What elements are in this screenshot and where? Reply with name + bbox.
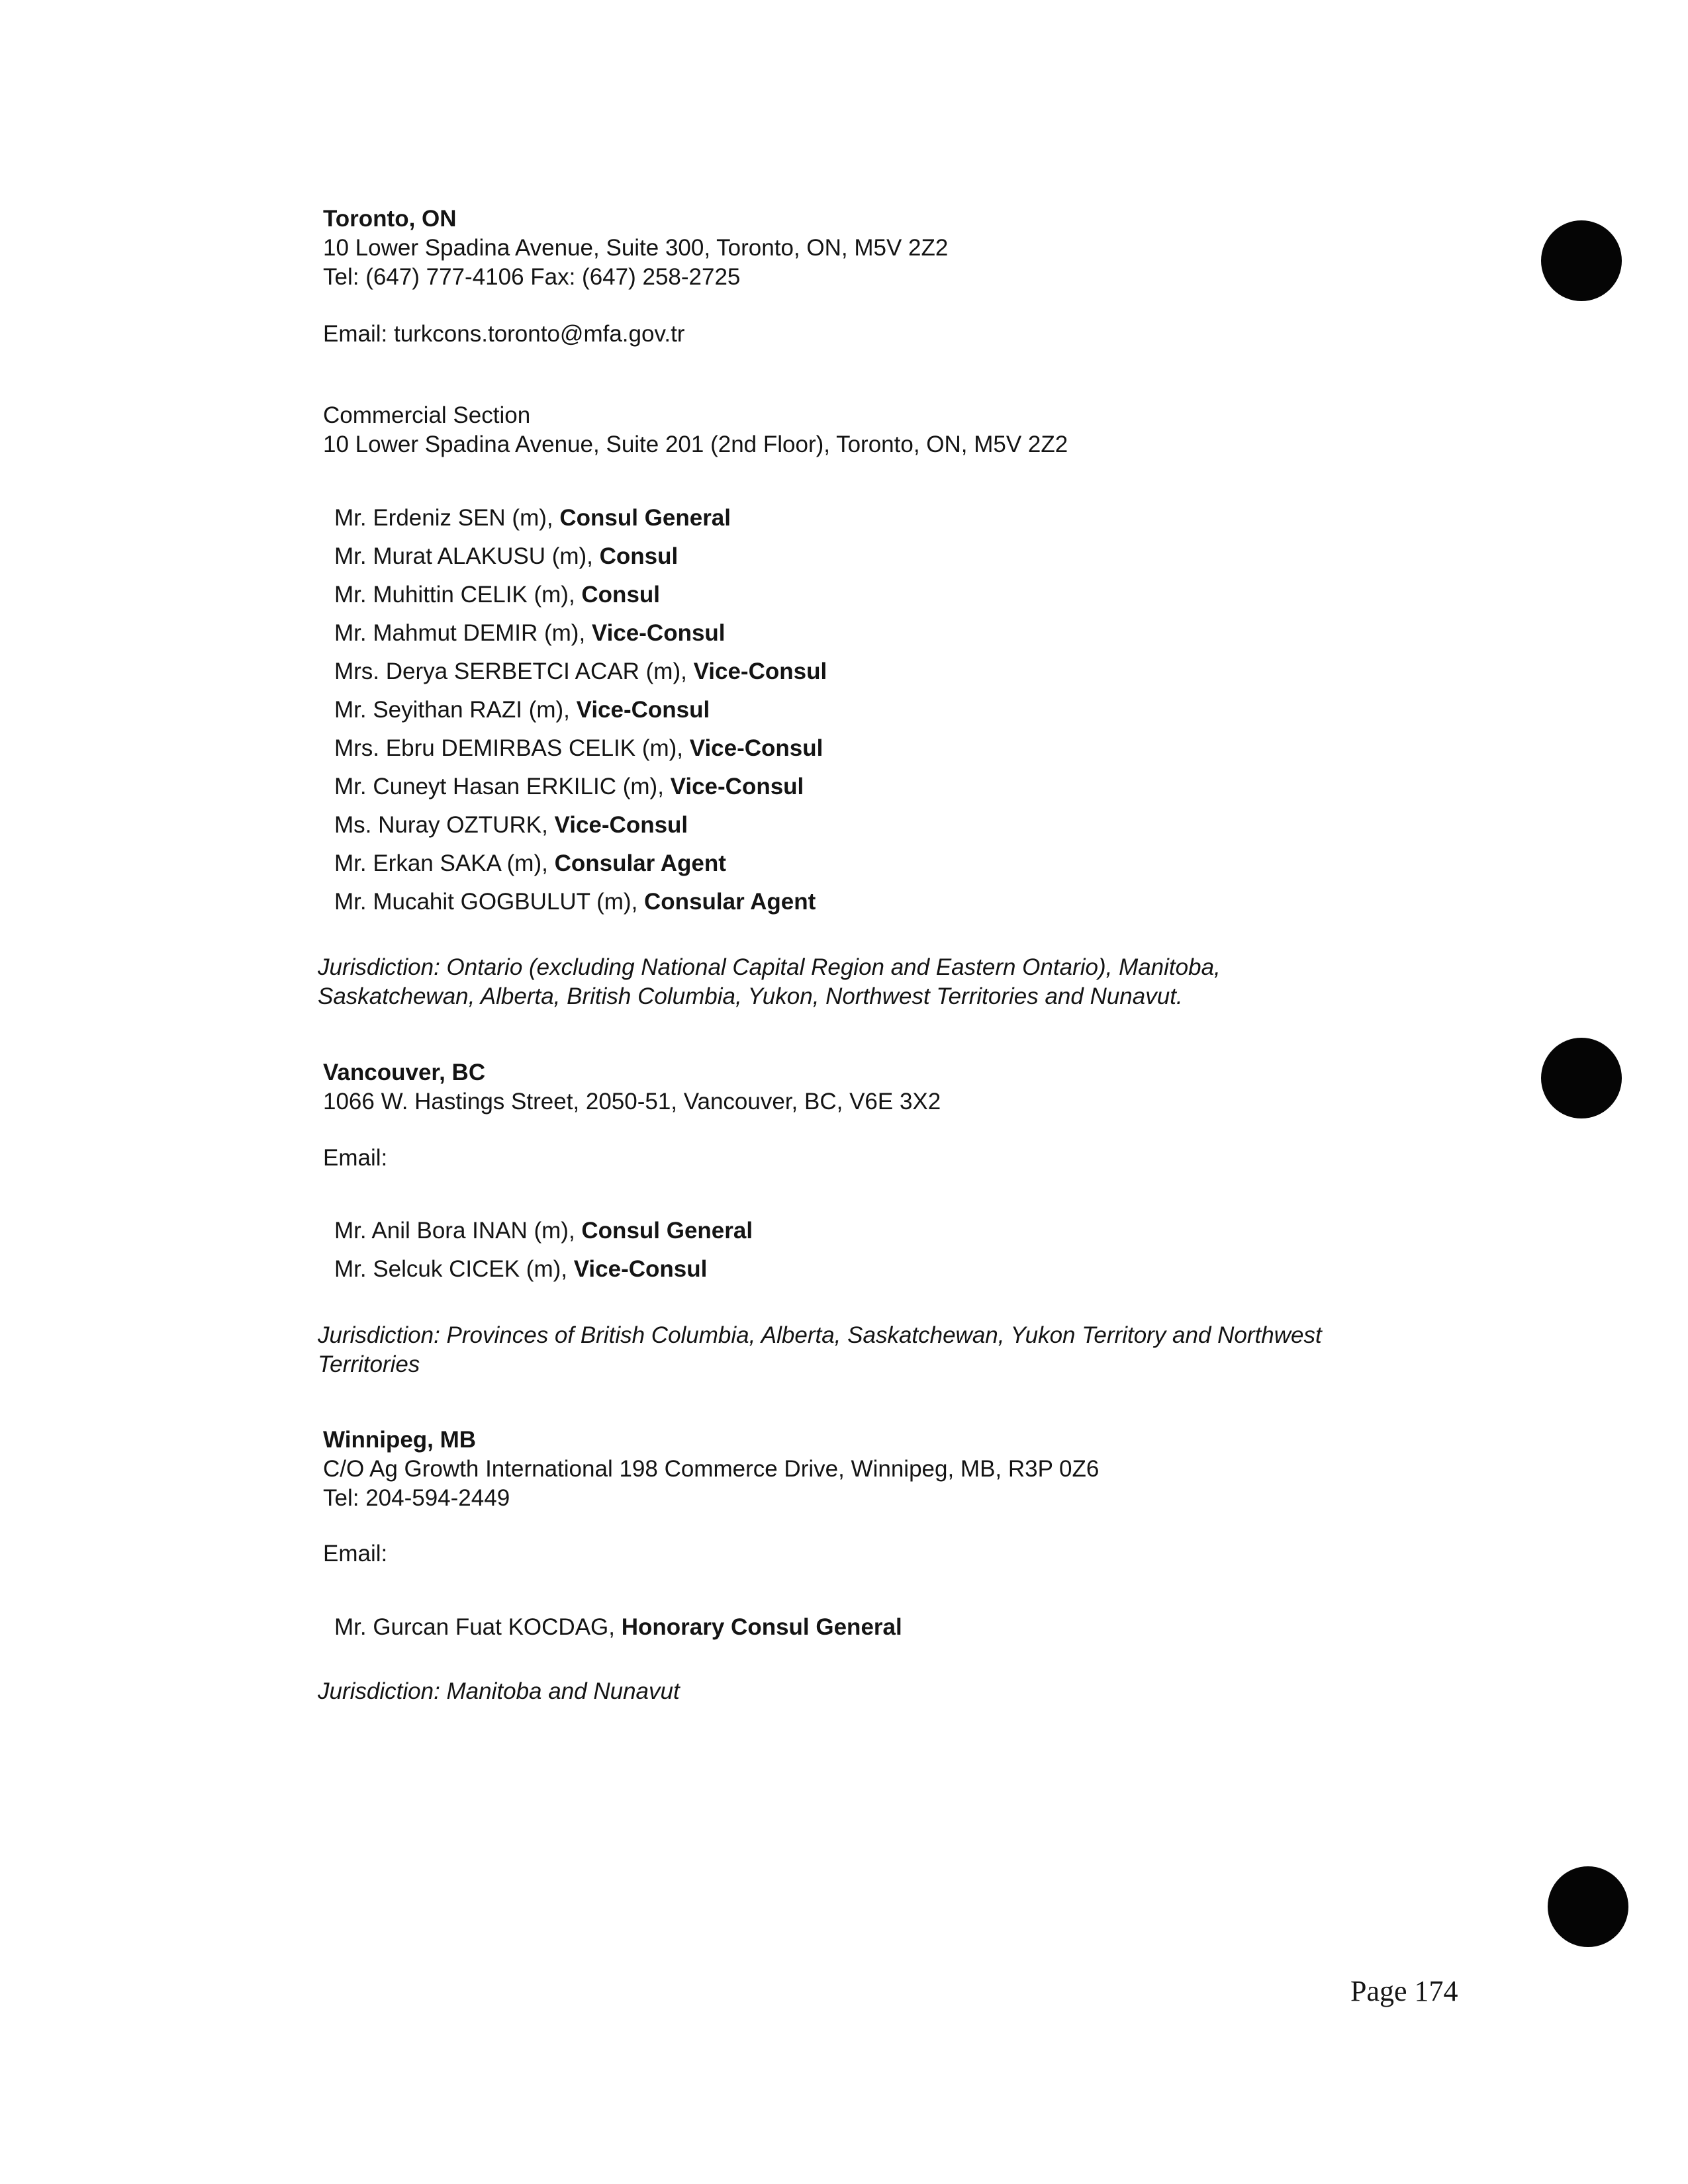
staff-entry [334, 619, 726, 647]
staff-title: Consul [581, 582, 661, 608]
staff-name: Mr. Gurcan Fuat KOCDAG, [334, 1614, 622, 1640]
punch-hole-top [1541, 220, 1622, 301]
staff-title: Consul General [581, 1218, 753, 1244]
toronto-commercial-title: Commercial Section [323, 402, 531, 428]
vancouver-email: Email: [323, 1145, 388, 1171]
staff-name: Mr. Erdeniz SEN (m), [334, 505, 560, 531]
staff-title: Vice-Consul [576, 697, 710, 723]
staff-title: Honorary Consul General [621, 1614, 902, 1640]
toronto-phone-fax: Tel: (647) 777-4106 Fax: (647) 258-2725 [323, 264, 741, 290]
staff-title: Consular Agent [554, 850, 726, 876]
staff-title: Vice-Consul [693, 659, 827, 684]
staff-name: Mr. Cuneyt Hasan ERKILIC (m), [334, 774, 671, 799]
toronto-address: 10 Lower Spadina Avenue, Suite 300, Toronto, ON, M5V 2Z2 [323, 235, 949, 261]
staff-entry [334, 811, 688, 839]
toronto-heading: Toronto, ON [323, 206, 457, 232]
vancouver-jurisdiction-line1: Jurisdiction: Provinces of British Columbia, Alberta, Saskatchewan, Yukon Territory and Northwest [318, 1322, 1322, 1348]
staff-entry [334, 1255, 707, 1283]
winnipeg-phone: Tel: 204-594-2449 [323, 1485, 510, 1511]
staff-entry [334, 888, 816, 916]
punch-hole-middle [1541, 1038, 1622, 1118]
staff-name: Mr. Murat ALAKUSU (m), [334, 543, 600, 569]
staff-entry [334, 581, 660, 609]
staff-title: Vice-Consul [670, 774, 804, 799]
punch-hole-bottom [1548, 1866, 1628, 1947]
staff-name: Mrs. Ebru DEMIRBAS CELIK (m), [334, 735, 690, 761]
staff-entry [334, 850, 726, 878]
staff-name: Mr. Muhittin CELIK (m), [334, 582, 582, 608]
staff-entry [334, 696, 710, 724]
staff-title: Vice-Consul [573, 1256, 708, 1282]
staff-entry [334, 504, 731, 532]
staff-entry [334, 1217, 753, 1245]
vancouver-heading: Vancouver, BC [323, 1060, 486, 1085]
staff-entry [334, 1614, 902, 1641]
staff-name: Mrs. Derya SERBETCI ACAR (m), [334, 659, 694, 684]
toronto-email: Email: turkcons.toronto@mfa.gov.tr [323, 321, 685, 347]
staff-name: Mr. Erkan SAKA (m), [334, 850, 555, 876]
staff-title: Vice-Consul [554, 812, 688, 838]
staff-title: Consular Agent [644, 889, 816, 915]
staff-title: Consul [599, 543, 679, 569]
toronto-jurisdiction-line1: Jurisdiction: Ontario (excluding National Capital Region and Eastern Ontario), Manitoba, [318, 954, 1221, 980]
staff-name: Ms. Nuray OZTURK, [334, 812, 555, 838]
winnipeg-address: C/O Ag Growth International 198 Commerce Drive, Winnipeg, MB, R3P 0Z6 [323, 1456, 1100, 1482]
staff-title: Vice-Consul [689, 735, 823, 761]
staff-entry [334, 773, 804, 801]
staff-name: Mr. Seyithan RAZI (m), [334, 697, 577, 723]
staff-title: Vice-Consul [591, 620, 726, 646]
staff-entry [334, 735, 823, 762]
toronto-jurisdiction-line2: Saskatchewan, Alberta, British Columbia, Yukon, Northwest Territories and Nunavut. [318, 983, 1183, 1009]
winnipeg-email: Email: [323, 1541, 388, 1567]
staff-title: Consul General [559, 505, 731, 531]
winnipeg-heading: Winnipeg, MB [323, 1427, 477, 1453]
staff-entry [334, 543, 678, 570]
staff-name: Mr. Mahmut DEMIR (m), [334, 620, 592, 646]
toronto-commercial-address: 10 Lower Spadina Avenue, Suite 201 (2nd Floor), Toronto, ON, M5V 2Z2 [323, 432, 1068, 457]
winnipeg-jurisdiction: Jurisdiction: Manitoba and Nunavut [318, 1678, 680, 1704]
staff-entry [334, 658, 827, 686]
vancouver-jurisdiction-line2: Territories [318, 1351, 420, 1377]
staff-name: Mr. Anil Bora INAN (m), [334, 1218, 582, 1244]
page-number: Page 174 [1350, 1975, 1458, 2007]
staff-name: Mr. Mucahit GOGBULUT (m), [334, 889, 645, 915]
staff-name: Mr. Selcuk CICEK (m), [334, 1256, 574, 1282]
vancouver-address: 1066 W. Hastings Street, 2050-51, Vancouver, BC, V6E 3X2 [323, 1089, 941, 1115]
